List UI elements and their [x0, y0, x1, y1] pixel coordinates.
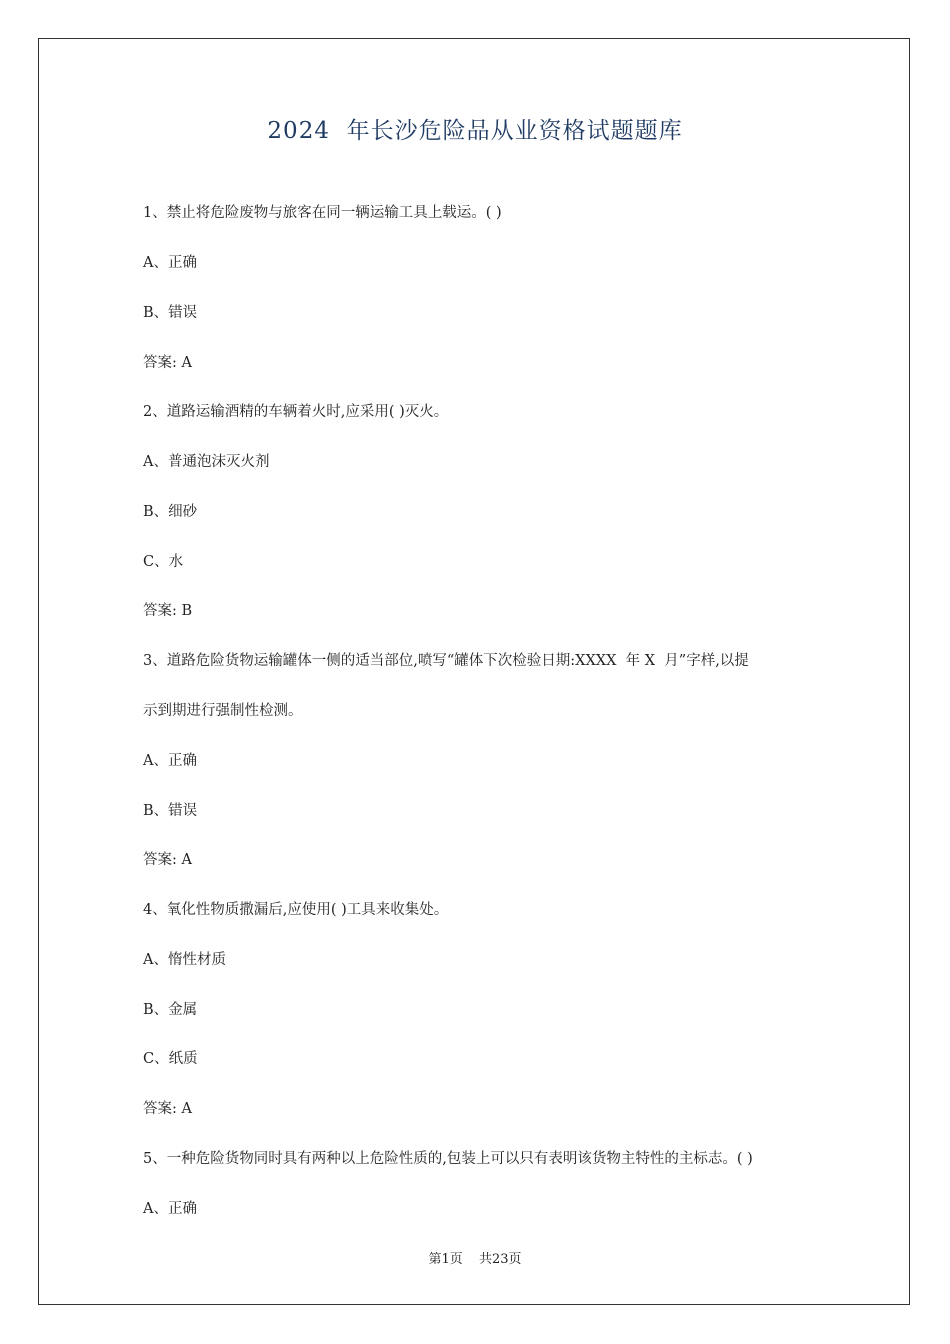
question-2-stem: 2、道路运输酒精的车辆着火时,应采用( )灭火。	[143, 404, 449, 420]
question-2-option-a: A、普通泡沫灭火剂	[143, 454, 270, 470]
question-3-answer: 答案: A	[143, 852, 192, 868]
document-title: 2024 年长沙危险品从业资格试题题库	[267, 118, 683, 144]
question-2-option-b: B、细砂	[143, 504, 198, 520]
total-pages: 共23页	[478, 1252, 522, 1267]
question-4-answer: 答案: A	[143, 1101, 192, 1117]
question-3-stem-line-1: 3、道路危险货物运输罐体一侧的适当部位,喷写“罐体下次检验日期:XXXX 年 X 月”字样,以提	[143, 653, 749, 669]
question-4-stem: 4、氧化性物质撒漏后,应使用( )工具来收集处。	[143, 902, 449, 918]
question-1-option-a: A、正确	[143, 255, 197, 271]
question-2-answer: 答案: B	[143, 603, 193, 619]
question-4-option-b: B、金属	[143, 1002, 198, 1018]
question-4-option-a: A、惰性材质	[143, 952, 226, 968]
question-5-option-a: A、正确	[143, 1201, 197, 1217]
question-3-option-a: A、正确	[143, 753, 197, 769]
question-1-stem: 1、禁止将危险废物与旅客在同一辆运输工具上载运。( )	[143, 205, 502, 221]
question-4-option-c: C、纸质	[143, 1051, 198, 1067]
question-5-stem: 5、一种危险货物同时具有两种以上危险性质的,包装上可以只有表明该货物主特性的主标志。( )	[143, 1151, 753, 1167]
question-3-option-b: B、错误	[143, 803, 198, 819]
question-2-option-c: C、水	[143, 554, 184, 570]
page-footer	[0, 1248, 950, 1267]
question-1-option-b: B、错误	[143, 305, 198, 321]
question-1-answer: 答案: A	[143, 355, 192, 371]
page-number: 第1页	[428, 1252, 463, 1267]
question-3-stem-line-2: 示到期进行强制性检测。	[143, 703, 303, 719]
